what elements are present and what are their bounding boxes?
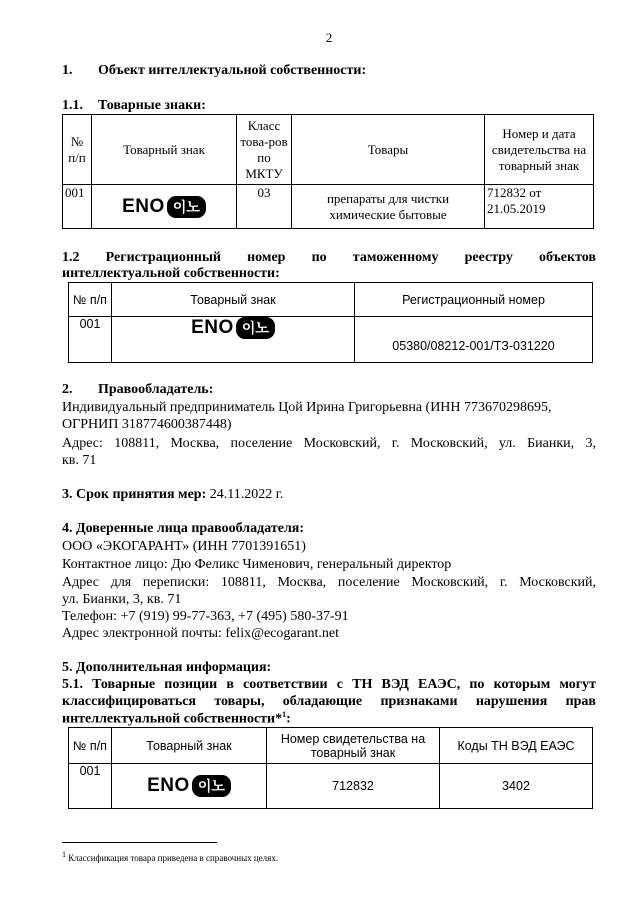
customs-codes-table	[68, 727, 593, 809]
col-header-class: Класс това-ров по МКТУ	[237, 115, 292, 185]
eno-logo: ENO 이노	[122, 196, 206, 218]
cell-no: 001	[63, 185, 92, 229]
page-number: 2	[325, 30, 333, 45]
col-header-certificate: Номер и дата свидетельства на товарный знак	[485, 115, 594, 185]
col-header-no: № п/п	[69, 728, 112, 764]
table-header-row	[63, 115, 594, 185]
cell-class: 03	[237, 185, 292, 229]
section-5-1-line1: 5.1. Товарные позиции в соответствии с ТН ВЭД ЕАЭС, по которым могут	[62, 677, 596, 692]
cell-code: 3402	[440, 764, 593, 809]
trustee-contact: Контактное лицо: Дю Феликс Чименович, генеральный директор	[62, 557, 452, 572]
section-5-heading: 5. Дополнительная информация:	[62, 660, 272, 675]
eno-logo: ENO 이노	[147, 775, 231, 797]
rightholder-line2: ОГРНИП 318774600387448)	[62, 417, 232, 432]
section-1-2-heading-line2: интеллектуальной собственности:	[62, 266, 280, 281]
trustee-address-line1: Адрес для переписки: 108811, Москва, поселение Московский, г. Московский,	[62, 575, 596, 590]
col-header-trademark: Товарный знак	[112, 283, 355, 317]
trustee-org: ООО «ЭКОГАРАНТ» (ИНН 7701391651)	[62, 539, 306, 554]
customs-register-table	[68, 282, 593, 363]
section-1-heading: 1. Объект интеллектуальной собственности:	[62, 63, 367, 78]
col-header-certificate: Номер свидетельства на товарный знак	[267, 728, 440, 764]
section-1-1-heading: 1.1. Товарные знаки:	[62, 98, 206, 113]
table-row	[63, 185, 594, 229]
trustee-phone: Телефон: +7 (919) 99-77-363, +7 (495) 580-37-91	[62, 609, 349, 624]
col-header-no: № п/п	[69, 283, 112, 317]
table-row	[69, 764, 593, 809]
section-1-2-heading-line1: 1.2 Регистрационный номер по таможенному реестру объектов	[62, 250, 596, 265]
section-2-heading: 2. Правообладатель:	[62, 382, 214, 397]
col-header-trademark: Товарный знак	[92, 115, 237, 185]
table-row	[69, 317, 593, 363]
col-header-goods: Товары	[292, 115, 485, 185]
col-header-trademark: Товарный знак	[112, 728, 267, 764]
rightholder-address-line2: кв. 71	[62, 453, 97, 468]
footnote: $^1$ Классификация товара приведена в справочных целях.	[62, 850, 279, 863]
cell-certificate: 712832	[267, 764, 440, 809]
cell-trademark	[112, 764, 267, 809]
cell-trademark	[92, 185, 237, 229]
cell-certificate: 712832 от 21.05.2019	[485, 185, 594, 229]
trustee-address-line2: ул. Бианки, 3, кв. 71	[62, 592, 182, 607]
cell-goods: препараты для чистки химические бытовые	[292, 185, 485, 229]
table-header-row	[69, 283, 593, 317]
col-header-reg-number: Регистрационный номер	[355, 283, 593, 317]
rightholder-line1: Индивидуальный предприниматель Цой Ирина Григорьевна (ИНН 773670298695,	[62, 400, 552, 415]
trustee-email: Адрес электронной почты: felix@ecogarant.net	[62, 626, 339, 641]
col-header-no: № п/п	[63, 115, 92, 185]
section-5-1-line2: классифицироваться товары, обладающие признаками нарушения прав	[62, 694, 596, 709]
table-header-row	[69, 728, 593, 764]
footnote-separator	[62, 842, 217, 843]
section-3: 3. Срок принятия мер: 24.11.2022 г.	[62, 487, 284, 502]
col-header-codes: Коды ТН ВЭД ЕАЭС	[440, 728, 593, 764]
section-4-heading: 4. Доверенные лица правообладателя:	[62, 521, 305, 536]
eno-logo: ENO 이노	[191, 317, 275, 339]
cell-no: 001	[69, 764, 112, 809]
trademarks-table	[62, 114, 594, 229]
cell-reg-number: 05380/08212-001/ТЗ-031220	[355, 317, 593, 363]
cell-trademark	[112, 317, 355, 363]
cell-no: 001	[69, 317, 112, 363]
section-5-1-line3: интеллектуальной собственности*$^1$:	[62, 710, 291, 727]
rightholder-address-line1: Адрес: 108811, Москва, поселение Московский, г. Московский, ул. Бианки, 3,	[62, 436, 596, 451]
